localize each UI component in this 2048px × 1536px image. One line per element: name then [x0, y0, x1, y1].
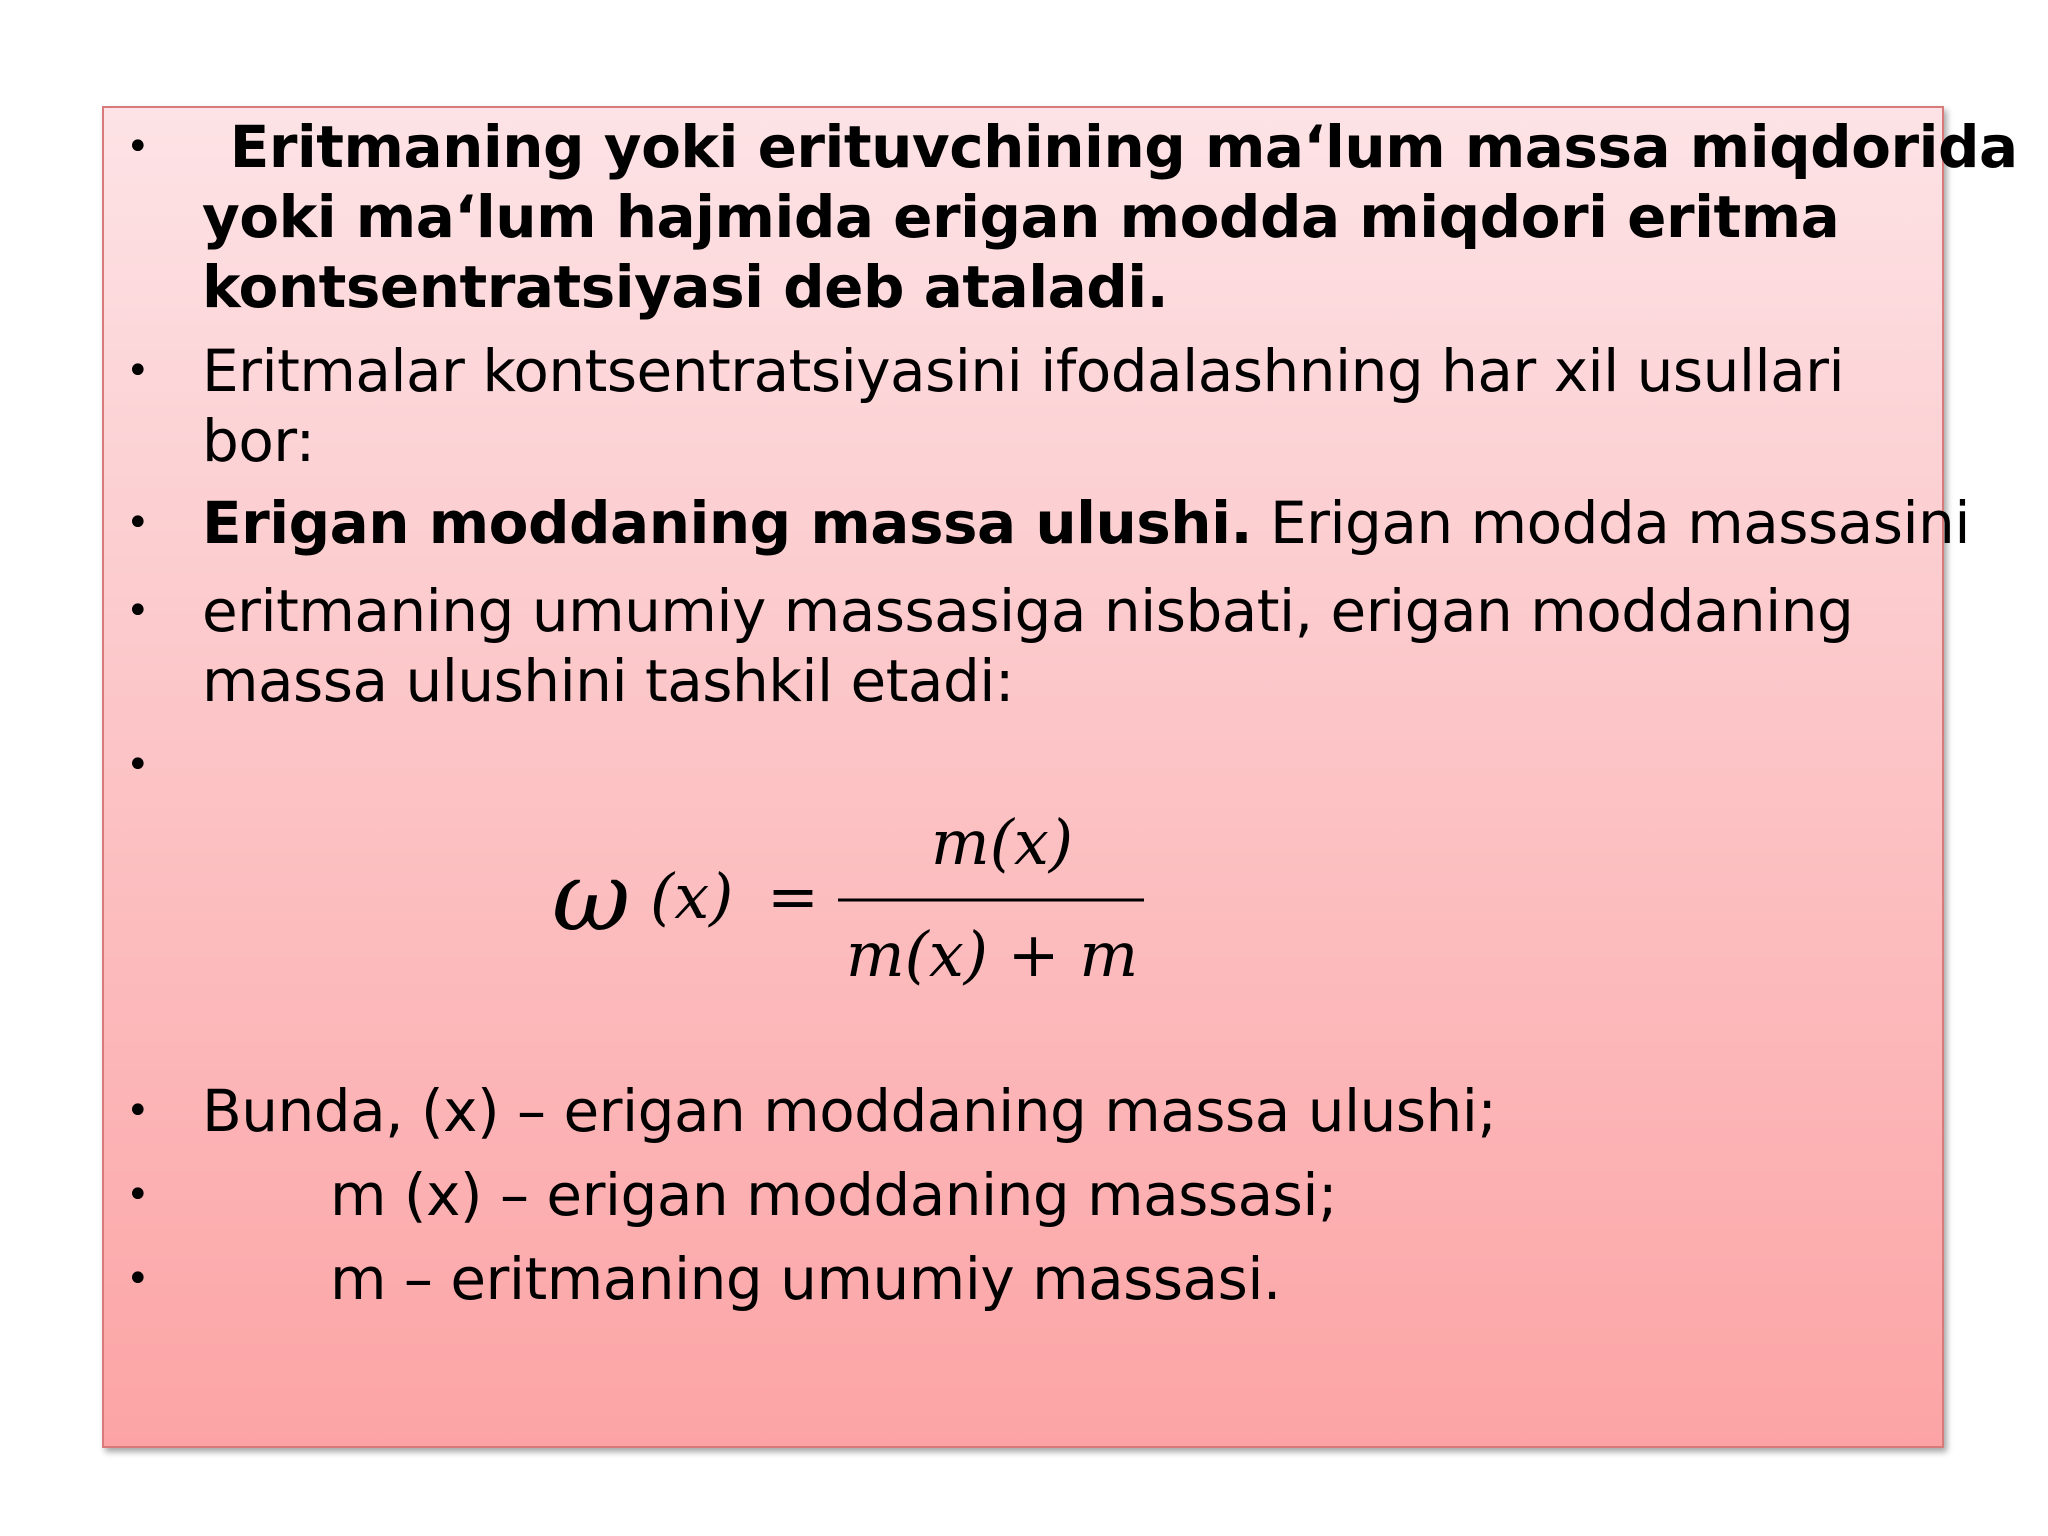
bullet-line: yoki ma‘lum hajmida erigan modda miqdori eritma — [202, 183, 1840, 251]
bullet-text — [202, 488, 1970, 558]
formula-equals: = — [767, 860, 819, 933]
formula-denominator: m(x) + m — [845, 918, 1139, 991]
bullet-text — [202, 336, 1922, 476]
bullet-marker: • — [126, 588, 150, 634]
bullet-bold-part: Erigan moddaning massa ulushi. — [202, 489, 1253, 557]
bullet-text — [202, 576, 1922, 716]
bullet-marker: • — [126, 124, 150, 170]
bullet-line: eritmaning umumiy massasiga nisbati, erigan moddaning — [202, 577, 1854, 645]
bullet-line: Eritmaning yoki erituvchining ma‘lum massa miqdorida — [210, 113, 2018, 181]
bullet-marker: • — [126, 1256, 150, 1302]
bullet-marker: • — [126, 1088, 150, 1134]
bullet-text: Bunda, (x) – erigan moddaning massa ulushi; — [202, 1077, 1497, 1145]
mass-fraction-formula — [552, 790, 1252, 1020]
bullet-marker: • — [126, 348, 150, 394]
bullet-marker: • — [126, 1172, 150, 1218]
bullet-marker: • — [126, 500, 150, 546]
bullet-text: m (x) – erigan moddaning massasi; — [330, 1161, 1338, 1229]
bullet-line: kontsentratsiyasi deb ataladi. — [202, 253, 1169, 321]
bullet-line: bor: — [202, 407, 315, 475]
bullet-text: m – eritmaning umumiy massasi. — [330, 1245, 1281, 1313]
formula-numerator: m(x) — [930, 806, 1074, 879]
bullet-line: Eritmalar kontsentratsiyasini ifodalashning har xil usullari — [202, 337, 1845, 405]
formula-lhs-arg: (x) — [650, 860, 734, 933]
bullet-marker: • — [126, 742, 150, 788]
bullet-normal-part: Erigan modda massasini — [1252, 489, 1970, 557]
formula-svg — [552, 790, 1252, 1020]
bullet-line: massa ulushini tashkil etadi: — [202, 647, 1014, 715]
content-box — [102, 106, 2018, 1448]
formula-omega: ω — [552, 841, 631, 953]
bullet-text — [202, 112, 2018, 322]
